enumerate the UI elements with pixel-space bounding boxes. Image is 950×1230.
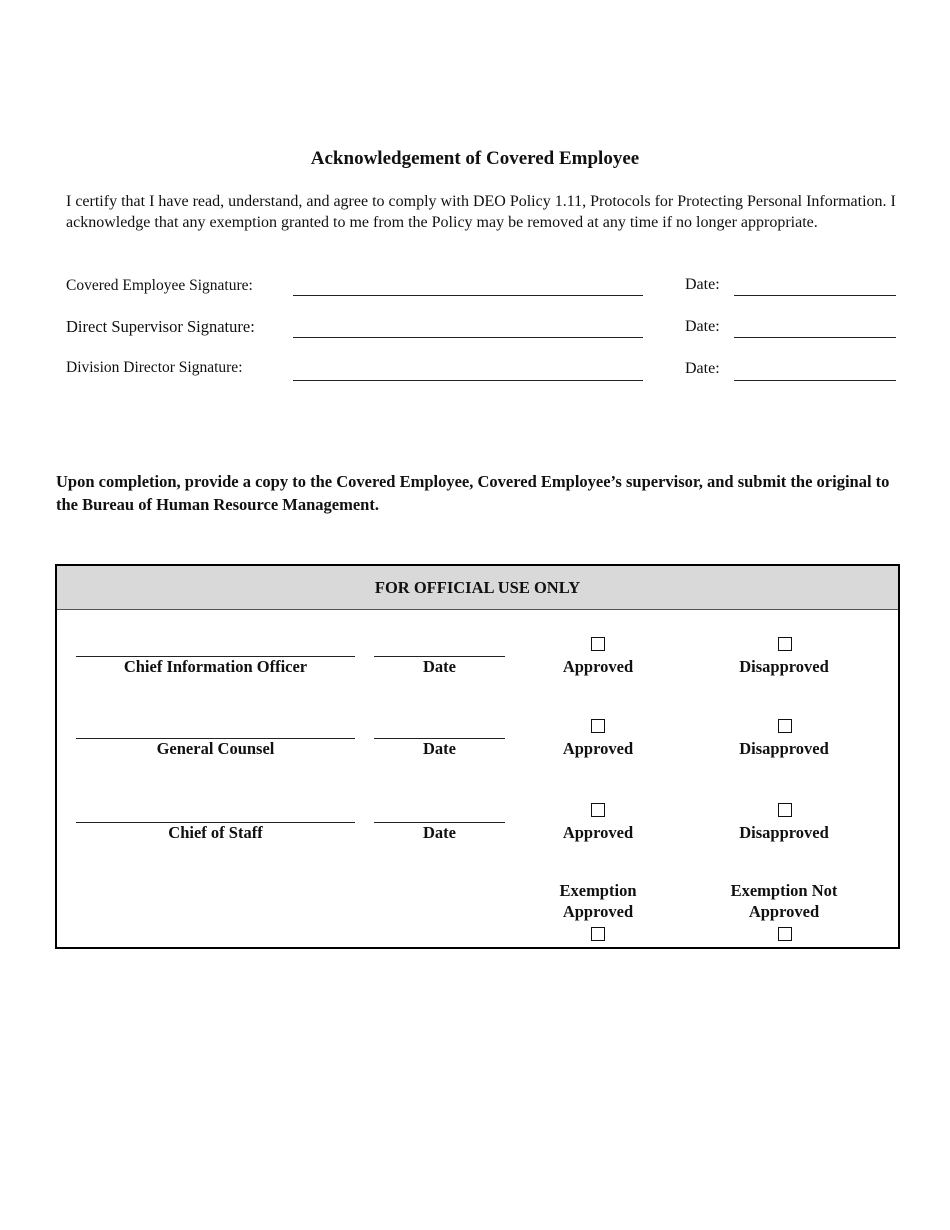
chief-of-staff-disapproved-checkbox[interactable] [778,803,792,817]
cio-date-label: Date [423,657,456,676]
completion-note: Upon completion, provide a copy to the Covered Employee, Covered Employee’s supervisor, and submit the original to the Bureau of Human Resource Management. [56,472,890,514]
chief-of-staff-approved-label: Approved [562,823,634,842]
official-use-header: FOR OFFICIAL USE ONLY [57,566,898,610]
general-counsel-disapproved-label: Disapproved [739,739,829,758]
chief-of-staff-disapproved-label: Disapproved [739,823,829,842]
general-counsel-label: General Counsel [156,739,275,758]
cio-disapproved-label: Disapproved [739,657,829,676]
division-director-signature-label: Division Director Signature: [66,359,243,376]
division-director-date-line[interactable] [734,380,896,381]
exemption-not-approved-label-line2: Approved [748,902,820,921]
exemption-approved-label-line1: Exemption [559,881,637,900]
direct-supervisor-signature-label: Direct Supervisor Signature: [66,317,255,336]
covered-employee-signature-line[interactable] [293,295,643,296]
cio-label: Chief Information Officer [123,657,308,676]
exemption-not-approved-checkbox[interactable] [778,927,792,941]
cio-approved-checkbox[interactable] [591,637,605,651]
exemption-approved-checkbox[interactable] [591,927,605,941]
exemption-not-approved-label-line1: Exemption Not [730,881,838,900]
covered-employee-date-label: Date: [685,276,720,293]
covered-employee-signature-label: Covered Employee Signature: [66,277,253,294]
chief-of-staff-date-label: Date [423,823,456,842]
direct-supervisor-signature-line[interactable] [293,337,643,338]
general-counsel-disapproved-checkbox[interactable] [778,719,792,733]
general-counsel-date-label: Date [423,739,456,758]
division-director-signature-line[interactable] [293,380,643,381]
general-counsel-approved-checkbox[interactable] [591,719,605,733]
certification-text: I certify that I have read, understand, and agree to comply with DEO Policy 1.11, Protocols for Protecting Personal Information. I acknowledge that any exemption granted to me from the Policy may be removed at any time if no longer appropriate. [66,193,896,231]
direct-supervisor-date-line[interactable] [734,337,896,338]
chief-of-staff-label: Chief of Staff [168,823,263,842]
form-title: Acknowledgement of Covered Employee [310,148,640,169]
covered-employee-date-line[interactable] [734,295,896,296]
direct-supervisor-date-label: Date: [685,318,720,335]
cio-approved-label: Approved [562,657,634,676]
general-counsel-approved-label: Approved [562,739,634,758]
chief-of-staff-approved-checkbox[interactable] [591,803,605,817]
cio-disapproved-checkbox[interactable] [778,637,792,651]
exemption-approved-label-line2: Approved [562,902,634,921]
division-director-date-label: Date: [685,360,720,377]
